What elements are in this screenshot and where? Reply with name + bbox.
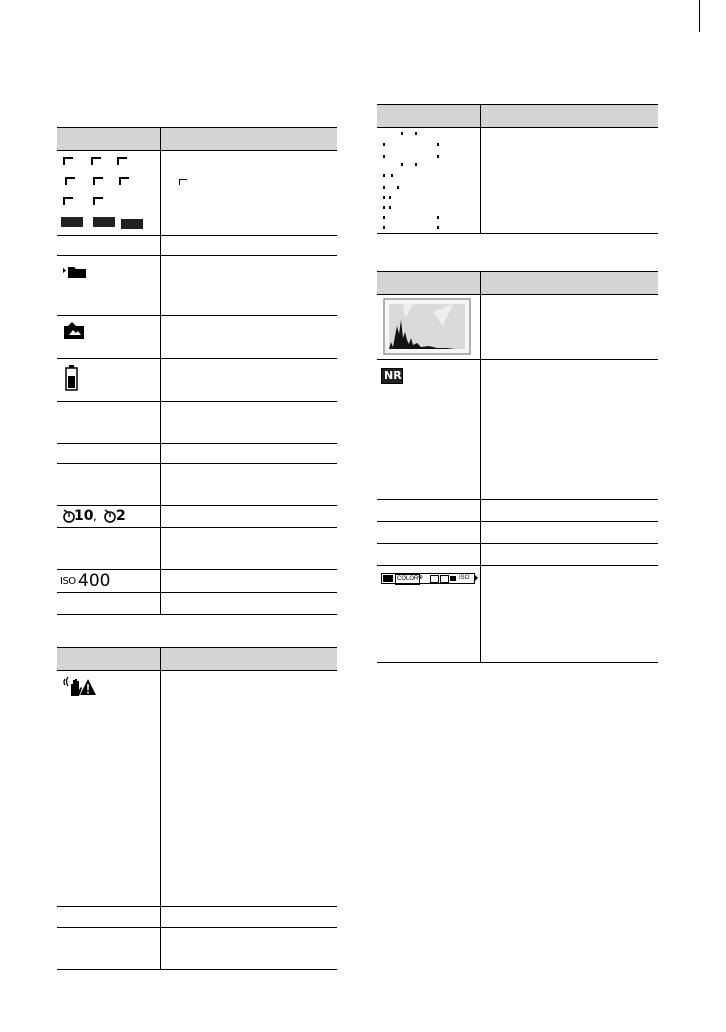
image-size-meaning-cell (160, 151, 337, 236)
table-row (57, 928, 337, 970)
meaning-cell (160, 444, 337, 464)
table-row (377, 360, 658, 500)
indicator-table-left-top (57, 127, 337, 615)
table-row (57, 444, 337, 464)
table-row (57, 316, 337, 359)
self-timer-10-label: 10 (74, 508, 94, 524)
image-size-icon (91, 157, 101, 165)
folder-icon (63, 265, 87, 279)
table-row (57, 402, 337, 444)
header-meaning (480, 105, 658, 128)
meaning-cell (160, 256, 337, 316)
indicator-cell (377, 500, 480, 522)
meaning-cell (160, 236, 337, 256)
indicator-cell (57, 444, 160, 464)
meaning-cell (480, 544, 658, 566)
table-header-row (57, 128, 337, 151)
table-row (377, 544, 658, 566)
table-row (57, 907, 337, 928)
iso-setting-label: ISO (459, 575, 470, 581)
indicator-cell (57, 402, 160, 444)
saturation-icon: ⊕ (418, 575, 424, 581)
table-row (377, 500, 658, 522)
meaning-cell (160, 928, 337, 970)
meaning-cell (480, 295, 658, 360)
battery-icon-cell (57, 359, 160, 402)
af-range-frame-icons-cell (377, 128, 480, 234)
table-row (377, 566, 658, 663)
header-meaning (160, 648, 337, 671)
nr-label: NR (384, 369, 402, 382)
meaning-cell (160, 402, 337, 444)
internal-memory-icon (63, 322, 85, 340)
image-size-icons-cell (57, 151, 160, 236)
image-size-block-icon (61, 217, 83, 227)
meaning-cell (160, 316, 337, 359)
table-header-row (377, 272, 658, 295)
header-indicator (57, 648, 160, 671)
table-row (57, 151, 337, 236)
table-row (57, 464, 337, 506)
table-row (57, 506, 337, 528)
table-row (57, 256, 337, 316)
image-size-block-icon (121, 219, 143, 229)
image-size-icon (179, 179, 187, 185)
noise-reduction-icon-cell (377, 360, 480, 500)
iso-icon-cell (57, 570, 160, 593)
folder-icon-cell (57, 256, 160, 316)
meaning-cell (160, 593, 337, 615)
histogram-icon-cell (377, 295, 480, 360)
sharpness-icon (440, 575, 449, 583)
recording-medium-icon-cell (57, 316, 160, 359)
camera-shake-warning-icon (63, 675, 97, 697)
indicator-cell (57, 907, 160, 928)
image-size-icon (63, 197, 73, 205)
strip-arrow-icon (474, 574, 478, 582)
image-size-icon (93, 197, 103, 205)
header-indicator (57, 128, 160, 151)
color-mode-label: COLOR (395, 574, 420, 585)
af-range-finder-frame-icons (379, 130, 449, 230)
image-size-icon (117, 157, 127, 165)
indicator-cell (57, 528, 160, 570)
shake-warning-icon-cell (57, 671, 160, 907)
table-row (377, 295, 658, 360)
meaning-cell (160, 464, 337, 506)
settings-strip-icon-cell (377, 566, 480, 663)
page-edge-mark (699, 0, 700, 32)
indicator-table-left-bottom (57, 647, 337, 970)
self-timer-icon-cell (57, 506, 160, 528)
contrast-icon (430, 575, 439, 583)
table-row (57, 570, 337, 593)
table-row (57, 593, 337, 615)
meaning-cell (480, 360, 658, 500)
white-balance-icon (450, 576, 456, 581)
self-timer-2-label: 2 (116, 508, 126, 524)
indicator-table-right-bottom (377, 271, 658, 663)
meaning-cell (480, 522, 658, 544)
table-row (57, 528, 337, 570)
image-size-icon (93, 177, 103, 185)
meaning-cell (160, 907, 337, 928)
separator-comma: , (93, 509, 97, 523)
table-row (57, 236, 337, 256)
table-row (57, 359, 337, 402)
image-size-icon (65, 177, 75, 185)
table-header-row (57, 648, 337, 671)
indicator-table-right-top (377, 104, 658, 234)
meaning-cell (160, 359, 337, 402)
meaning-cell (160, 528, 337, 570)
meaning-cell (480, 566, 658, 663)
table-row (57, 671, 337, 907)
histogram-icon (383, 298, 473, 356)
image-size-icon (63, 157, 73, 165)
iso-prefix: ISO (60, 576, 76, 587)
table-header-row (377, 105, 658, 128)
header-meaning (160, 128, 337, 151)
table-row (377, 522, 658, 544)
settings-strip-icon (381, 573, 475, 584)
self-timer-2-icon (103, 509, 117, 523)
indicator-cell (377, 522, 480, 544)
table-row (377, 128, 658, 234)
header-meaning (480, 272, 658, 295)
indicator-cell (57, 593, 160, 615)
meaning-cell (160, 506, 337, 528)
meaning-cell (480, 128, 658, 234)
image-size-block-icon (93, 217, 115, 227)
noise-reduction-icon (381, 368, 403, 384)
meaning-cell (480, 500, 658, 522)
indicator-cell (57, 464, 160, 506)
battery-icon (65, 365, 79, 391)
iso-value: 400 (78, 571, 111, 591)
camera-mode-icon (383, 575, 393, 582)
indicator-cell (57, 236, 160, 256)
indicator-cell (377, 544, 480, 566)
header-indicator (377, 105, 480, 128)
header-indicator (377, 272, 480, 295)
meaning-cell (160, 570, 337, 593)
meaning-cell (160, 671, 337, 907)
indicator-cell (57, 928, 160, 970)
image-size-icon (119, 177, 129, 185)
